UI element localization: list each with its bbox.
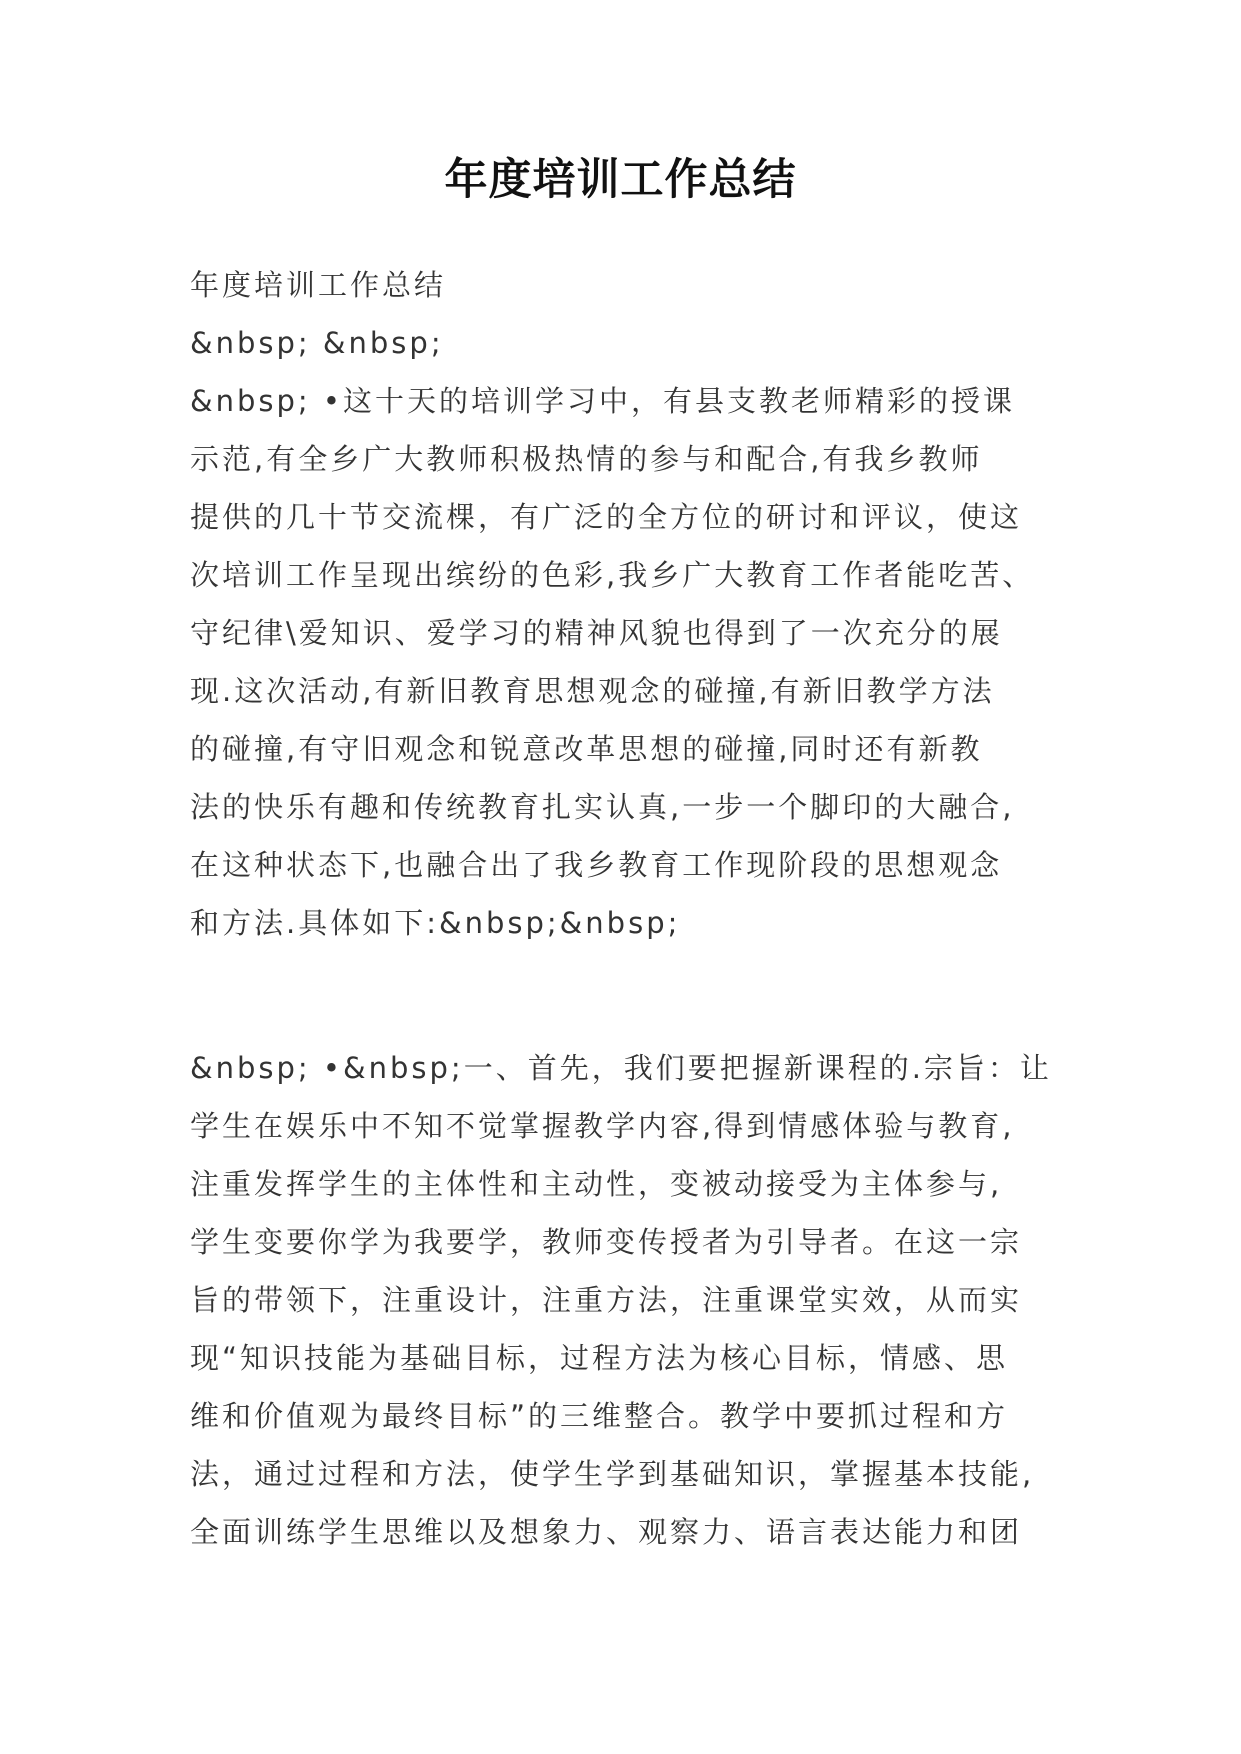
paragraph-2-line: 注重发挥学生的主体性和主动性，变被动接受为主体参与, <box>190 1167 1003 1201</box>
paragraph-1-line: 的碰撞,有守旧观念和锐意改革思想的碰撞,同时还有新教 <box>190 732 983 766</box>
paragraph-1-line: 提供的几十节交流棵，有广泛的全方位的研讨和评议，使这 <box>190 500 1023 534</box>
paragraph-2-line: 现“知识技能为基础目标，过程方法为核心目标，情感、思 <box>190 1341 1009 1375</box>
paragraph-1-line: 示范,有全乡广大教师积极热情的参与和配合,有我乡教师 <box>190 442 983 476</box>
paragraph-1-line: &nbsp; •这十天的培训学习中，有县支教老师精彩的授课 <box>190 384 1016 418</box>
document-title: 年度培训工作总结 <box>444 155 797 205</box>
paragraph-2-line: &nbsp; •&nbsp;一、首先，我们要把握新课程的.宗旨：让 <box>190 1051 1052 1085</box>
paragraph-2-line: 学生在娱乐中不知不觉掌握教学内容,得到情感体验与教育, <box>190 1109 1015 1143</box>
paragraph-1-line: 在这种状态下,也融合出了我乡教育工作现阶段的思想观念 <box>190 848 1003 882</box>
entity-line: &nbsp; &nbsp; <box>190 326 444 360</box>
paragraph-1-line: 守纪律\爱知识、爱学习的精神风貌也得到了一次充分的展 <box>190 616 1003 650</box>
paragraph-1-line: 和方法.具体如下:&nbsp;&nbsp; <box>190 906 681 940</box>
paragraph-2-line: 全面训练学生思维以及想象力、观察力、语言表达能力和团 <box>190 1515 1023 1549</box>
paragraph-2-line: 维和价值观为最终目标”的三维整合。教学中要抓过程和方 <box>190 1399 1009 1433</box>
paragraph-2-line: 学生变要你学为我要学，教师变传授者为引导者。在这一宗 <box>190 1225 1023 1259</box>
paragraph-2-line: 旨的带领下，注重设计，注重方法，注重课堂实效，从而实 <box>190 1283 1023 1317</box>
paragraph-1-line: 法的快乐有趣和传统教育扎实认真,一步一个脚印的大融合, <box>190 790 1015 824</box>
paragraph-1-line: 次培训工作呈现出缤纷的色彩,我乡广大教育工作者能吃苦、 <box>190 558 1035 592</box>
paragraph-1-line: 现.这次活动,有新旧教育思想观念的碰撞,有新旧教学方法 <box>190 674 995 708</box>
document-subtitle: 年度培训工作总结 <box>190 268 447 302</box>
paragraph-2-line: 法，通过过程和方法，使学生学到基础知识，掌握基本技能, <box>190 1457 1035 1491</box>
